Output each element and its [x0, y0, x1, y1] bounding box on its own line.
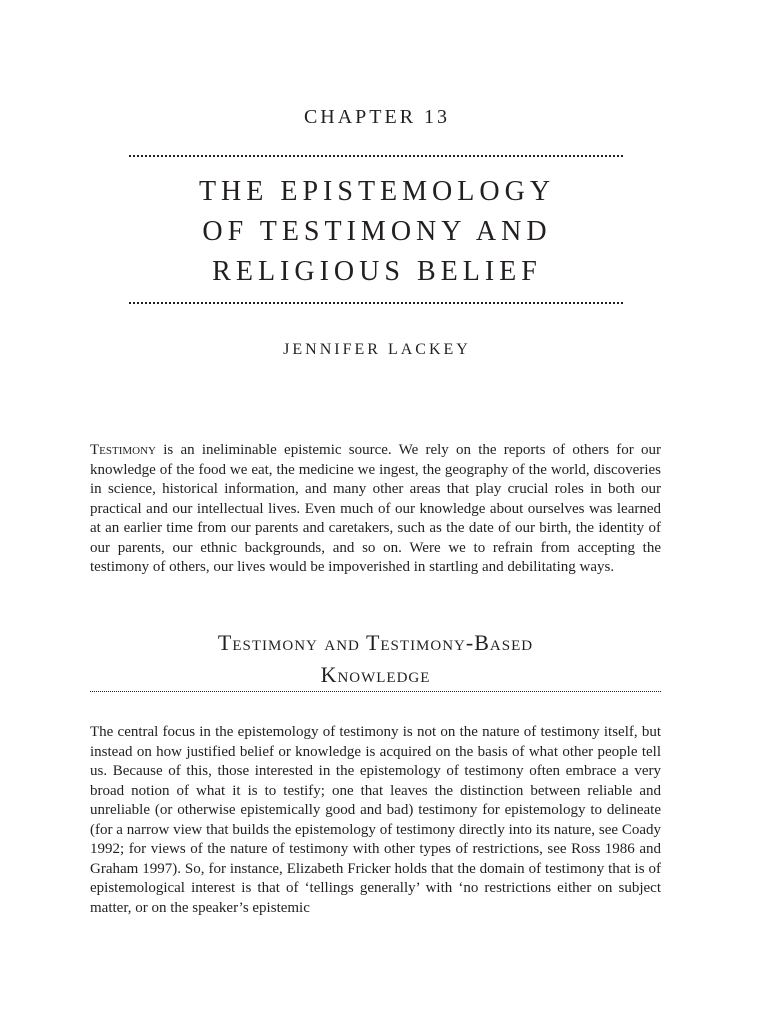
title-bottom-rule	[129, 302, 623, 304]
section-heading-line: Testimony and Testimony-Based	[217, 630, 534, 655]
chapter-title	[100, 172, 654, 292]
body-paragraph: The central focus in the epistemology of testimony is not on the nature of testimony itself, but instead on how justified belief or knowledge is acquired on the basis of what other people tell us. Because of this, those interested in the epistemology of testimony often embrace a very broad notion of what it is to testify; one that leaves the distinction between reliable and unreliable (or otherwise epistemically good and bad) testimony for epistemology to delineate (for a narrow view that builds the epistemology of testimony directly into its nature, see Coady 1992; for views of the nature of testimony with other types of restrictions, see Ross 1986 and Graham 1997). So, for instance, Elizabeth Fricker holds that the domain of testimony that is of epistemological interest is that of ‘tellings generally’ with ‘no restrictions either on subject matter, or on the speaker’s epistemic	[90, 724, 661, 916]
section-rule	[90, 691, 661, 692]
intro-lead-word: Testimony	[90, 442, 156, 458]
author-name: JENNIFER LACKEY	[283, 341, 471, 358]
chapter-title-line: OF TESTIMONY AND	[202, 216, 552, 247]
intro-paragraph	[90, 441, 661, 578]
chapter-title-line: THE EPISTEMOLOGY	[198, 176, 556, 207]
chapter-title-line: RELIGIOUS BELIEF	[212, 256, 542, 287]
intro-text: is an ineliminable epistemic source. We rely on the reports of others for our knowledge of the food we eat, the medicine we ingest, the geography of the world, discoveries in science, historical information, and many other areas that play crucial roles in both our practical and our intellectual lives. Even much of our knowledge about ourselves was learned at an earlier time from our parents and caretakers, such as the date of our birth, the identity of our parents, our ethnic backgrounds, and so on. Were we to refrain from accepting the testimony of others, our lives would be impoverished in startling and debilitating ways.	[90, 442, 661, 575]
section-heading	[90, 627, 661, 691]
section-heading-line: Knowledge	[320, 662, 431, 687]
title-top-rule	[129, 155, 623, 157]
chapter-number: CHAPTER 13	[303, 106, 451, 128]
